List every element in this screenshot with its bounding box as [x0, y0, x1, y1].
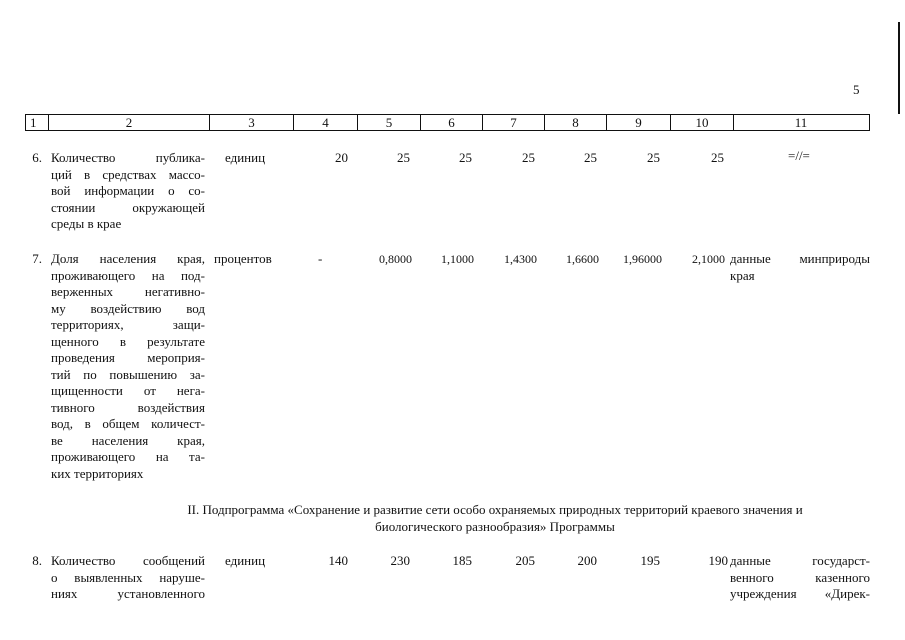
- description-line: Доля населения края,: [51, 251, 205, 266]
- description-line: верженных негативно-: [51, 284, 205, 299]
- description-line: стоянии окружающей: [51, 199, 205, 215]
- value-cell: 1,4300: [504, 252, 537, 266]
- header-col-8: 8: [545, 115, 607, 130]
- description-line: Количество сообщений: [51, 553, 205, 568]
- description-line: среды в крае: [51, 216, 122, 231]
- source-line: венного казенного: [730, 569, 870, 585]
- description-line: ких территориях: [51, 465, 144, 481]
- value-cell: 230: [390, 553, 410, 568]
- row-number: 8.: [32, 553, 42, 568]
- value-cell: 25: [397, 150, 410, 165]
- description-line: вод, в общем количест-: [51, 416, 205, 431]
- section-title: [100, 502, 890, 535]
- header-col-3: 3: [210, 115, 294, 130]
- value-cell: 0,8000: [379, 252, 412, 266]
- value-cell: 2,1000: [692, 252, 725, 266]
- header-col-9: 9: [607, 115, 671, 130]
- header-col-1: 1: [26, 115, 49, 130]
- value-cell: 205: [515, 553, 535, 568]
- description-line: проведения мероприя-: [51, 350, 205, 365]
- description-line: ве населения края,: [51, 432, 205, 448]
- value-cell: 20: [335, 150, 348, 165]
- value-cell: 140: [328, 553, 348, 568]
- value-cell: 195: [640, 553, 660, 568]
- description-line: ций в средствах массо-: [51, 166, 205, 182]
- description-line: му воздействию вод: [51, 300, 205, 316]
- header-col-7: 7: [483, 115, 545, 130]
- unit-cell: процентов: [214, 251, 272, 266]
- value-cell: 25: [647, 150, 660, 165]
- indicator-description: [51, 251, 205, 482]
- header-col-10: 10: [671, 115, 734, 130]
- source-line: данные государст-: [730, 553, 870, 568]
- header-col-2: 2: [49, 115, 210, 130]
- source-line: учреждения «Дирек-: [730, 586, 870, 601]
- row-number: 6.: [32, 150, 42, 165]
- description-line: ниях установленного: [51, 586, 205, 601]
- value-cell: 25: [584, 150, 597, 165]
- unit-cell: единиц: [225, 150, 266, 165]
- source-line: края: [730, 267, 755, 283]
- description-line: проживающего на та-: [51, 449, 205, 464]
- description-line: Количество публика-: [51, 150, 205, 165]
- page-number: 5: [853, 82, 860, 97]
- unit-cell: единиц: [225, 553, 266, 568]
- value-cell: 25: [711, 150, 724, 165]
- header-col-11: 11: [794, 115, 808, 130]
- header-col-5: 5: [358, 115, 421, 130]
- source-cell: [730, 251, 870, 284]
- header-col-4: 4: [294, 115, 358, 130]
- value-cell: 25: [459, 150, 472, 165]
- value-cell: 190: [708, 553, 728, 568]
- description-line: вой информации о со-: [51, 183, 205, 198]
- header-col-6: 6: [421, 115, 483, 130]
- value-cell: 1,6600: [566, 252, 599, 266]
- description-line: проживающего на под-: [51, 267, 205, 283]
- section-title-line: II. Подпрограмма «Сохранение и развитие сети особо охраняемых природных территорий краевого значения и: [187, 502, 803, 517]
- description-line: щенного в результате: [51, 333, 205, 349]
- value-cell: 25: [522, 150, 535, 165]
- description-line: тий по повышению за-: [51, 366, 205, 382]
- section-title-line: биологического разнообразия» Программы: [375, 518, 615, 534]
- margin-rule: [898, 22, 900, 114]
- value-cell: 185: [452, 553, 472, 568]
- value-cell: 200: [577, 553, 597, 568]
- description-line: о выявленных наруше-: [51, 569, 205, 585]
- row-number: 7.: [32, 251, 42, 266]
- value-cell: 1,1000: [441, 252, 474, 266]
- source-cell: [730, 553, 870, 603]
- indicator-description: [51, 553, 205, 603]
- value-cell: -: [318, 251, 323, 266]
- source-line: данные минприроды: [730, 251, 870, 266]
- value-cell: 1,96000: [623, 252, 662, 266]
- source-cell: =//=: [788, 148, 810, 163]
- description-line: щищенности от нега-: [51, 383, 205, 398]
- description-line: тивного воздействия: [51, 399, 205, 415]
- table-header: [25, 114, 870, 131]
- description-line: территориях, защи-: [51, 317, 205, 332]
- indicator-description: [51, 150, 205, 233]
